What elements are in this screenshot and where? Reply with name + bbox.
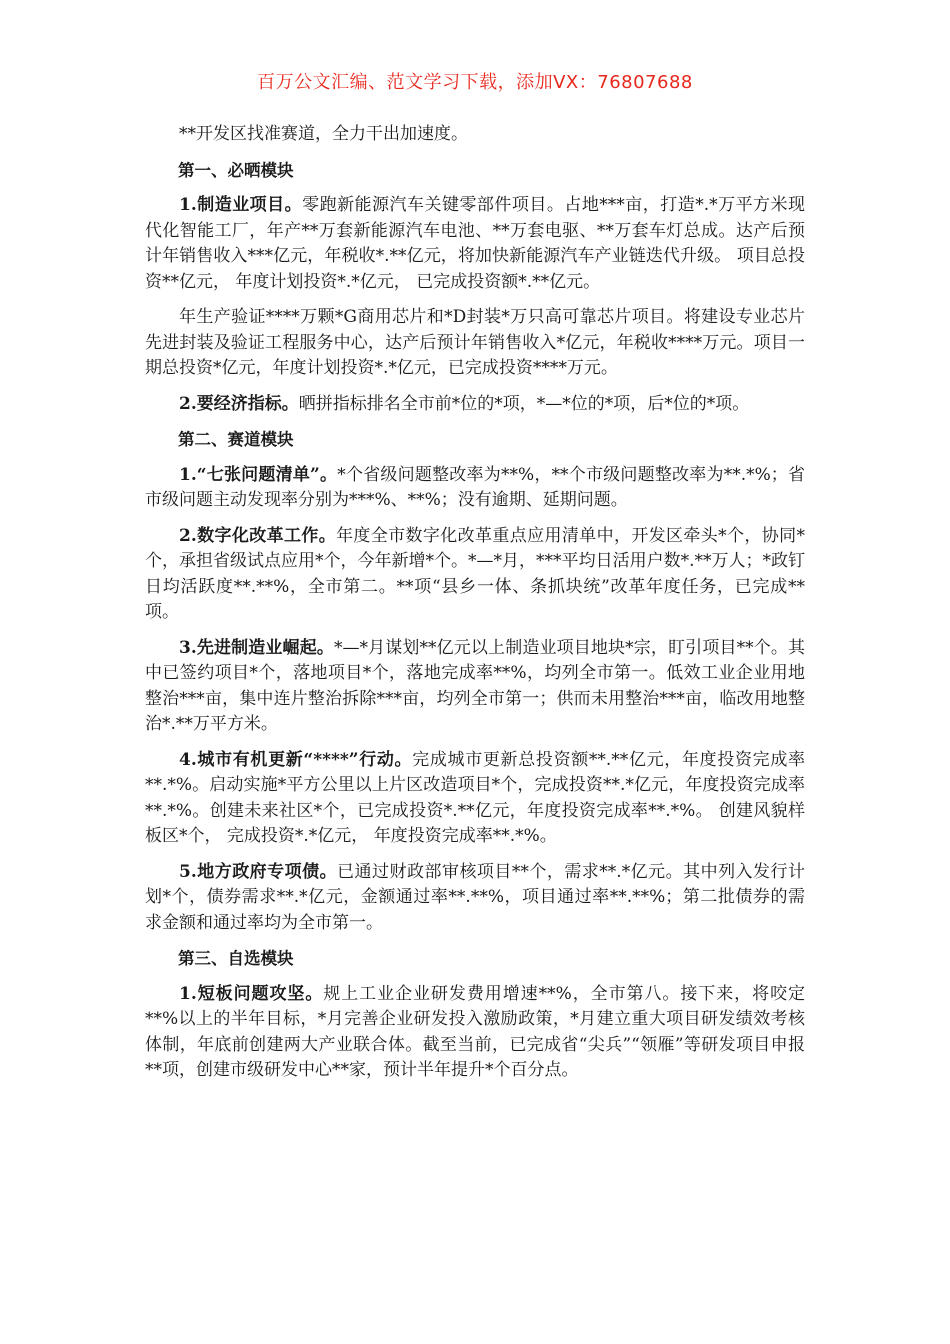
paragraph-lead: 3.先进制造业崛起。	[179, 637, 334, 658]
paragraph-lead: 2.要经济指标。	[179, 393, 299, 414]
paragraph-text: 零跑新能源汽车关键零部件项目。占地***亩，打造*.*万平方米现代化智能工厂，年产**万套新能源汽车电池、**万套电驱、**万套车灯总成。达产后预计年销售收入***亿元，年税收*.**亿元，将加快新能源汽车产业链迭代升级。 项目总投资**亿元， 年度计划投资*.*亿元， 已完成投资额*.**亿元。	[145, 195, 806, 292]
paragraph-text: 年度全市数字化改革重点应用清单中，开发区牵头*个，协同*个，承担省级试点应用*个，今年新增*个。*—*月，***平均日活用户数*.**万人；*政钉日均活跃度**.**%，全市第二。**项“县乡一体、条抓块统”改革年度任务，已完成**项。	[145, 525, 805, 622]
paragraph-lead: 2.数字化改革工作。	[179, 525, 337, 546]
paragraph	[145, 982, 805, 1084]
promo-banner: 百万公文汇编、范文学习下载，添加VX：76807688	[257, 72, 693, 93]
paragraph	[145, 463, 805, 514]
section-heading: 第二、赛道模块	[178, 430, 294, 449]
intro-paragraph: **开发区找准赛道，全力干出加速度。	[179, 124, 468, 144]
paragraph	[145, 636, 805, 738]
paragraph-lead: 1.短板问题攻坚。	[179, 983, 324, 1004]
section-heading: 第三、自选模块	[178, 949, 294, 968]
paragraph-text: *个省级问题整改率为**%，**个市级问题整改率为**.*%；省市级问题主动发现率分别为***%、**%；没有逾期、延期问题。	[145, 464, 805, 510]
paragraph	[145, 392, 805, 418]
paragraph-lead: 1.制造业项目。	[179, 195, 303, 215]
paragraph-lead: 1.“七张问题清单”。	[179, 464, 338, 485]
paragraph-text: 完成城市更新总投资额**.**亿元，年度投资完成率**.*%。启动实施*平方公里以上片区改造项目*个，完成投资**.*亿元，年度投资完成率**.*%。创建未来社区*个，已完成投资*.**亿元，年度投资完成率**.*%。 创建风貌样板区*个， 完成投资*.*亿元， 年度投资完成率**.*%。	[145, 749, 805, 846]
paragraph-lead: 5.地方政府专项债。	[179, 861, 338, 882]
paragraph	[145, 748, 805, 850]
paragraph	[145, 193, 805, 295]
paragraph-text: 年生产验证****万颗*G商用芯片和*D封装*万只高可靠芯片项目。将建设专业芯片先进封装及验证工程服务中心，达产后预计年销售收入*亿元，年税收****万元。项目一期总投资*亿元，年度计划投资*.*亿元，已完成投资****万元。	[145, 307, 805, 378]
paragraph-text: 晒拼指标排名全市前*位的*项，*—*位的*项，后*位的*项。	[298, 393, 750, 414]
paragraph-text: 规上工业企业研发费用增速**%，全市第八。接下来，将咬定**%以上的半年目标，*月完善企业研发投入激励政策，*月建立重大项目研发绩效考核体制，年底前创建两大产业联合体。截至当前，已完成省“尖兵”“领雁”等研发项目申报**项，创建市级研发中心**家，预计半年提升*个百分点。	[145, 983, 806, 1080]
paragraph-lead: 4.城市有机更新“****”行动。	[179, 749, 413, 770]
paragraph	[145, 860, 805, 937]
paragraph-text: *—*月谋划**亿元以上制造业项目地块*宗，盯引项目**个。其中已签约项目*个，落地项目*个，落地完成率**%，均列全市第一。低效工业企业用地整治***亩，集中连片整治拆除***亩，均列全市第一；供而未用整治***亩，临改用地整治*.**万平方米。	[145, 637, 805, 734]
paragraph	[145, 524, 805, 626]
document-body	[145, 122, 805, 1094]
paragraph	[145, 305, 805, 382]
section-heading: 第一、必晒模块	[178, 160, 294, 180]
paragraph-text: 已通过财政部审核项目**个，需求**.*亿元。其中列入发行计划*个，债券需求**.*亿元，金额通过率**.**%，项目通过率**.**%；第二批债券的需求金额和通过率均为全市第一。	[145, 861, 805, 933]
